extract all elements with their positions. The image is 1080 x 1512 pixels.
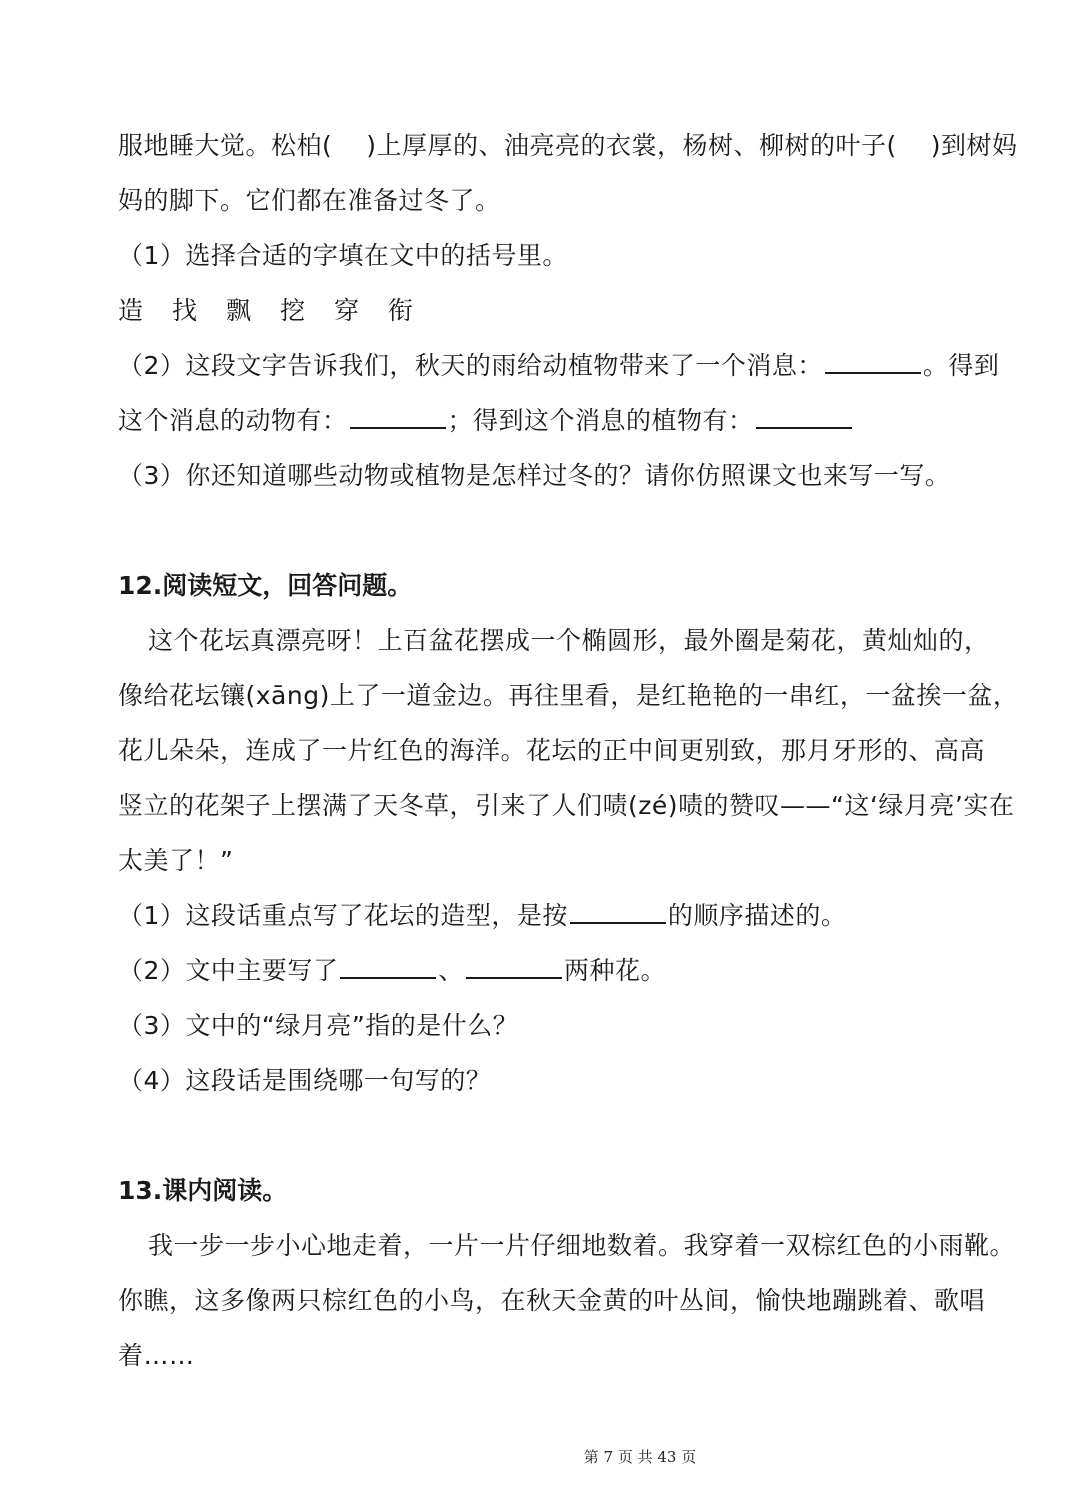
section-heading: 13.课内阅读。	[118, 1176, 288, 1205]
question-3: （3）文中的“绿月亮”指的是什么？	[118, 1011, 519, 1040]
passage-line: 这个花坛真漂亮呀！上百盆花摆成一个椭圆形，最外圈是菊花，黄灿灿的，	[148, 626, 990, 655]
answer-blank	[825, 350, 921, 374]
char-choice: 挖	[280, 296, 306, 325]
page-footer: 第 7 页 共 43 页	[583, 1448, 697, 1466]
text-segment: （2）这段文字告诉我们，秋天的雨给动植物带来了一个消息：	[118, 351, 823, 380]
spacer	[118, 1108, 968, 1163]
answer-blank	[756, 405, 852, 429]
passage-line: 太美了！”	[118, 846, 234, 875]
text-segment: )上厚厚的、油亮亮的衣裳，杨树、柳树的叶子(	[366, 131, 897, 160]
question-1: （1）选择合适的字填在文中的括号里。	[118, 241, 568, 270]
answer-blank	[350, 405, 446, 429]
question-2-cont	[118, 393, 968, 448]
document-page	[118, 118, 1019, 1383]
text-segment: （1）这段话重点写了花坛的造型，是按	[118, 901, 568, 930]
question-2	[118, 338, 1000, 393]
question-2	[118, 943, 968, 998]
char-choice: 造	[118, 296, 144, 325]
text-segment: 的顺序描述的。	[667, 901, 847, 930]
passage-line	[118, 118, 1018, 173]
text-segment: )到树妈	[930, 131, 1018, 160]
char-choice: 穿	[334, 296, 360, 325]
text-segment: 、	[438, 956, 464, 985]
text-segment: ；得到这个消息的植物有：	[447, 406, 754, 435]
passage-line: 你瞧，这多像两只棕红色的小鸟，在秋天金黄的叶丛间，愉快地蹦跳着、歌唱	[118, 1286, 986, 1315]
passage-line: 我一步一步小心地走着，一片一片仔细地数着。我穿着一双棕红色的小雨靴。	[148, 1231, 1016, 1260]
passage-line: 花儿朵朵，连成了一片红色的海洋。花坛的正中间更别致，那月牙形的、高高	[118, 736, 986, 765]
text-segment: 这个消息的动物有：	[118, 406, 348, 435]
text-segment: （2）文中主要写了	[118, 956, 339, 985]
passage-line: 像给花坛镶(xāng)上了一道金边。再往里看，是红艳艳的一串红，一盆挨一盆，	[118, 681, 1019, 710]
char-choice: 飘	[226, 296, 252, 325]
spacer	[118, 503, 968, 558]
text-segment: 服地睡大觉。松柏(	[118, 131, 333, 160]
section-heading: 12.阅读短文，回答问题。	[118, 571, 413, 600]
passage-line: 竖立的花架子上摆满了天冬草，引来了人们啧(zé)啧的赞叹——“这‘绿月亮’实在	[118, 791, 1015, 820]
text-segment: 。得到	[922, 351, 1000, 380]
passage-line: 着……	[118, 1341, 195, 1370]
question-3: （3）你还知道哪些动物或植物是怎样过冬的？请你仿照课文也来写一写。	[118, 461, 951, 490]
question-4: （4）这段话是围绕哪一句写的？	[118, 1066, 492, 1095]
char-choice: 找	[172, 296, 198, 325]
char-choice: 衔	[388, 296, 414, 325]
answer-blank	[340, 955, 436, 979]
passage-line: 妈的脚下。它们都在准备过冬了。	[118, 186, 501, 215]
answer-blank	[466, 955, 562, 979]
text-segment: 两种花。	[563, 956, 666, 985]
character-choices	[118, 283, 968, 338]
answer-blank	[570, 900, 666, 924]
question-1	[118, 888, 968, 943]
